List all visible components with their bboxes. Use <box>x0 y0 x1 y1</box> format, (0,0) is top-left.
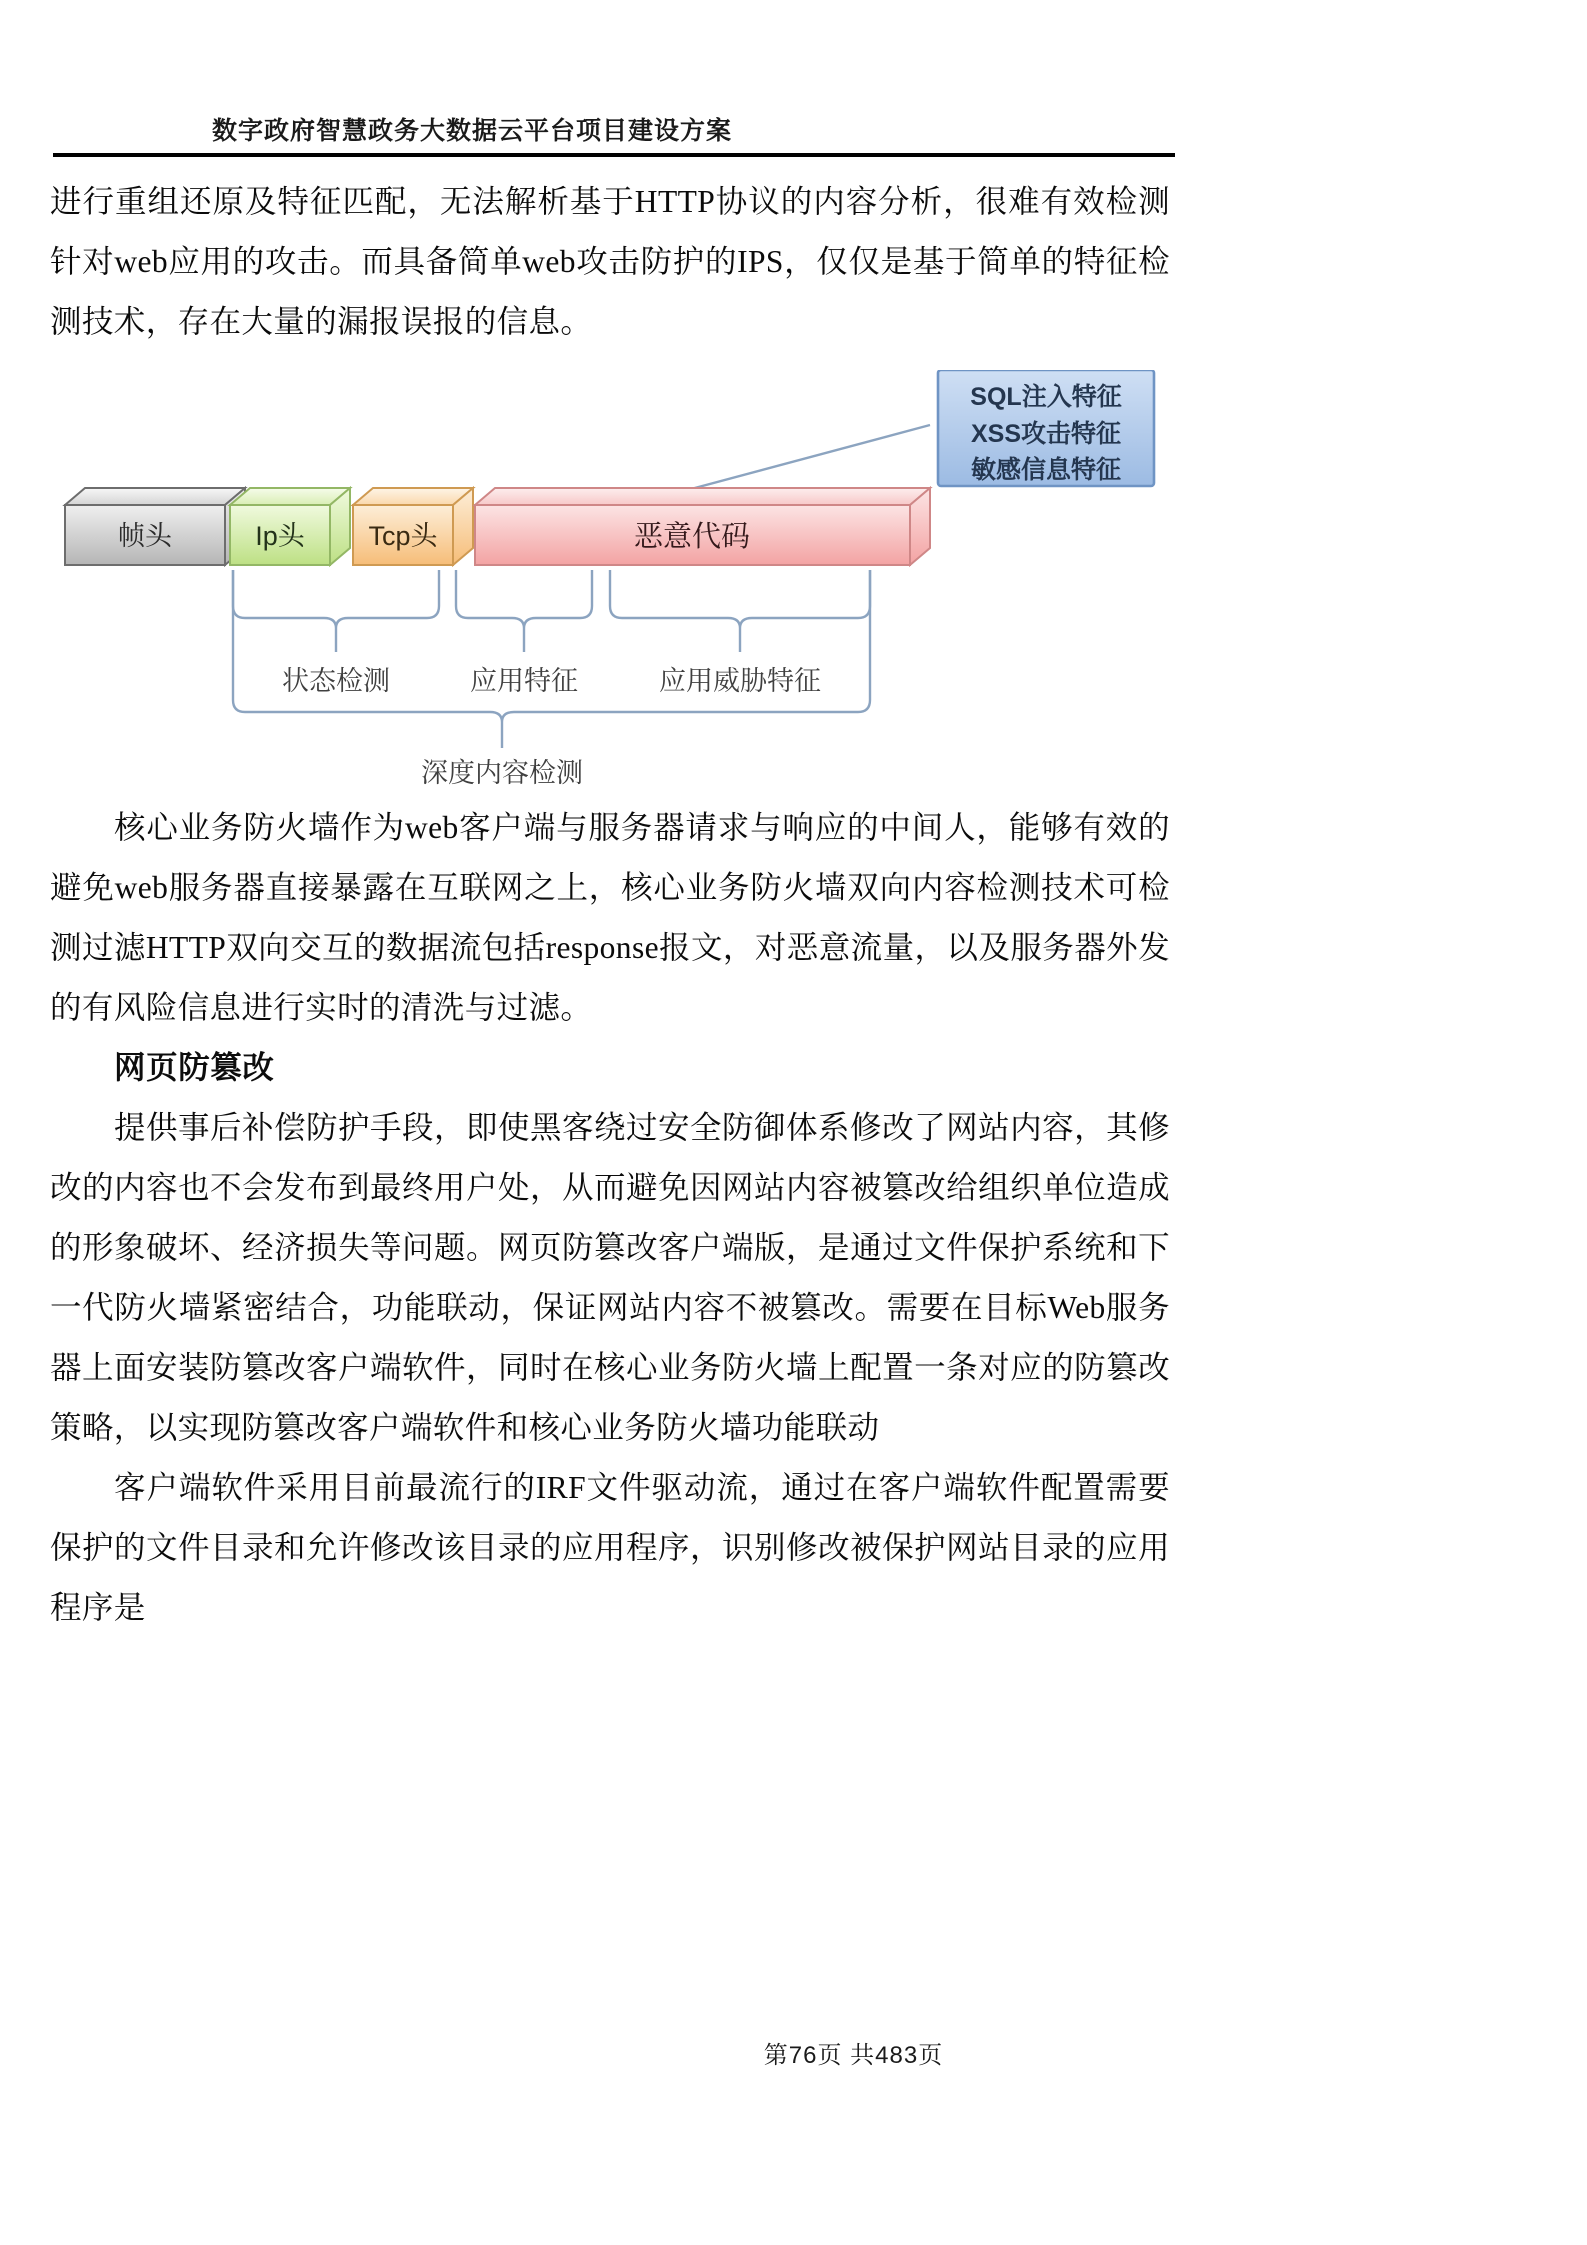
page-footer <box>0 2035 1587 2070</box>
brace-label-status-detection: 状态检测 <box>282 666 390 696</box>
packet-block-frame-header <box>65 488 245 565</box>
callout-line-2: XSS攻击特征 <box>970 420 1122 448</box>
header-title: 数字政府智慧政务大数据云平台项目建设方案 <box>212 117 733 145</box>
frame-header-label: 帧头 <box>118 521 172 551</box>
header-divider <box>53 153 1175 157</box>
page-header <box>62 118 1162 157</box>
document-body <box>50 172 1170 1638</box>
callout-box <box>938 370 1154 486</box>
packet-diagram-svg <box>50 370 1170 790</box>
packet-block-malicious-code <box>475 488 930 565</box>
callout-line-1: SQL注入特征 <box>970 383 1122 411</box>
page-number: 第76页 共483页 <box>763 2042 944 2069</box>
paragraph-4: 客户端软件采用目前最流行的IRF文件驱动流，通过在客户端软件配置需要保护的文件目录和允许修改该目录的应用程序，识别修改被保护网站目录的应用程序是 <box>50 1470 1170 1625</box>
packet-block-tcp-header <box>353 488 473 565</box>
packet-block-ip-header <box>230 488 350 565</box>
brace-deep-content-inspection <box>233 570 870 722</box>
brace-label-application-feature: 应用特征 <box>470 666 578 696</box>
malicious-code-top-face <box>475 488 930 505</box>
figure-bottom-label: 深度内容检测 <box>421 758 583 788</box>
subheading-web-tamper-proof: 网页防篡改 <box>114 1050 275 1085</box>
paragraph-3: 提供事后补偿防护手段，即使黑客绕过安全防御体系修改了网站内容，其修改的内容也不会发布到最终用户处，从而避免因网站内容被篡改给组织单位造成的形象破坏、经济损失等问题。网页防篡改客户端版，是通过文件保护系统和下一代防火墙紧密结合，功能联动，保证网站内容不被篡改。需要在目标Web服务器上面安装防篡改客户端软件，同时在核心业务防火墙上配置一条对应的防篡改策略，以实现防篡改客户端软件和核心业务防火墙功能联动 <box>50 1110 1170 1445</box>
paragraph-2: 核心业务防火墙作为web客户端与服务器请求与响应的中间人，能够有效的避免web服务器直接暴露在互联网之上，核心业务防火墙双向内容检测技术可检测过滤HTTP双向交互的数据流包括response报文，对恶意流量，以及服务器外发的有风险信息进行实时的清洗与过滤。 <box>50 810 1170 1025</box>
frame-header-top-face <box>65 488 245 505</box>
brace-application-feature <box>456 570 592 628</box>
packet-inspection-figure <box>50 370 1170 790</box>
brace-status-detection <box>233 570 439 628</box>
callout-line-3: 敏感信息特征 <box>970 456 1122 484</box>
tcp-header-label: Tcp头 <box>368 521 438 551</box>
malicious-code-label: 恶意代码 <box>633 521 751 553</box>
brace-application-threat-feature <box>610 570 870 628</box>
brace-label-application-threat-feature: 应用威胁特征 <box>659 666 821 696</box>
ip-header-label: Ip头 <box>255 521 305 551</box>
paragraph-1: 进行重组还原及特征匹配，无法解析基于HTTP协议的内容分析，很难有效检测针对web应用的攻击。而具备简单web攻击防护的IPS，仅仅是基于简单的特征检测技术，存在大量的漏报误报的信息。 <box>50 184 1170 339</box>
